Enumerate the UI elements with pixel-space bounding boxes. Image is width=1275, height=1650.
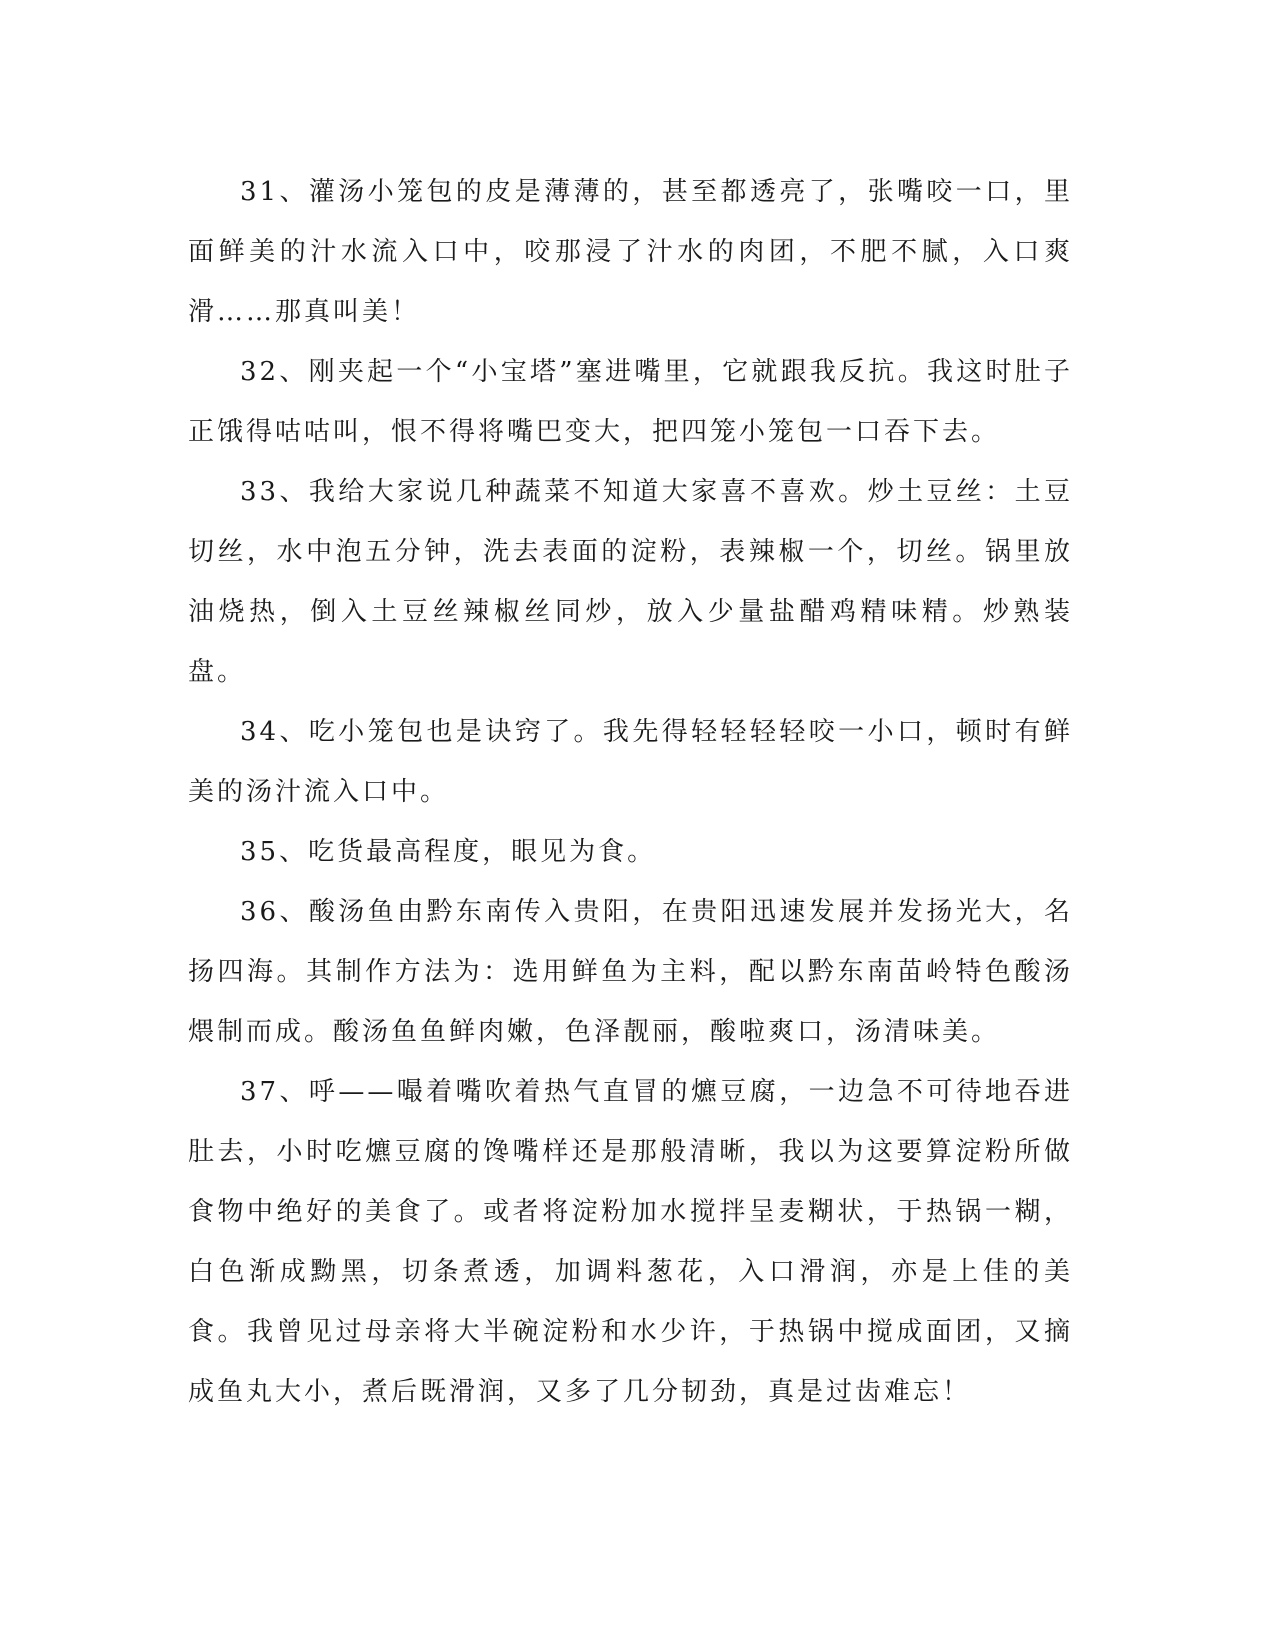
paragraph-32: 32、刚夹起一个“小宝塔”塞进嘴里，它就跟我反抗。我这时肚子正饿得咕咕叫，恨不得将嘴巴变大，把四笼小笼包一口吞下去。 — [188, 357, 1073, 447]
paragraph-33: 33、我给大家说几种蔬菜不知道大家喜不喜欢。炒土豆丝：土豆切丝，水中泡五分钟，洗去表面的淀粉，表辣椒一个，切丝。锅里放油烧热，倒入土豆丝辣椒丝同炒，放入少量盐醋鸡精味精。炒熟装盘。 — [188, 477, 1073, 687]
document-body — [188, 162, 1073, 1422]
paragraph-37: 37、呼——嘬着嘴吹着热气直冒的爊豆腐，一边急不可待地吞进肚去，小时吃爊豆腐的馋嘴样还是那般清晰，我以为这要算淀粉所做食物中绝好的美食了。或者将淀粉加水搅拌呈麦糊状，于热锅一糊，白色渐成黝黑，切条煮透，加调料葱花，入口滑润，亦是上佳的美食。我曾见过母亲将大半碗淀粉和水少许，于热锅中搅成面团，又摘成鱼丸大小，煮后既滑润，又多了几分韧劲，真是过齿难忘！ — [188, 1077, 1073, 1407]
paragraph-31: 31、灌汤小笼包的皮是薄薄的，甚至都透亮了，张嘴咬一口，里面鲜美的汁水流入口中，咬那浸了汁水的肉团，不肥不腻，入口爽滑……那真叫美！ — [188, 177, 1073, 327]
paragraph-34: 34、吃小笼包也是诀窍了。我先得轻轻轻轻咬一小口，顿时有鲜美的汤汁流入口中。 — [188, 717, 1073, 807]
paragraph-35: 35、吃货最高程度，眼见为食。 — [240, 837, 657, 867]
paragraph-36: 36、酸汤鱼由黔东南传入贵阳，在贵阳迅速发展并发扬光大，名扬四海。其制作方法为：选用鲜鱼为主料，配以黔东南苗岭特色酸汤煨制而成。酸汤鱼鱼鲜肉嫩，色泽靓丽，酸啦爽口，汤清味美。 — [188, 897, 1073, 1047]
